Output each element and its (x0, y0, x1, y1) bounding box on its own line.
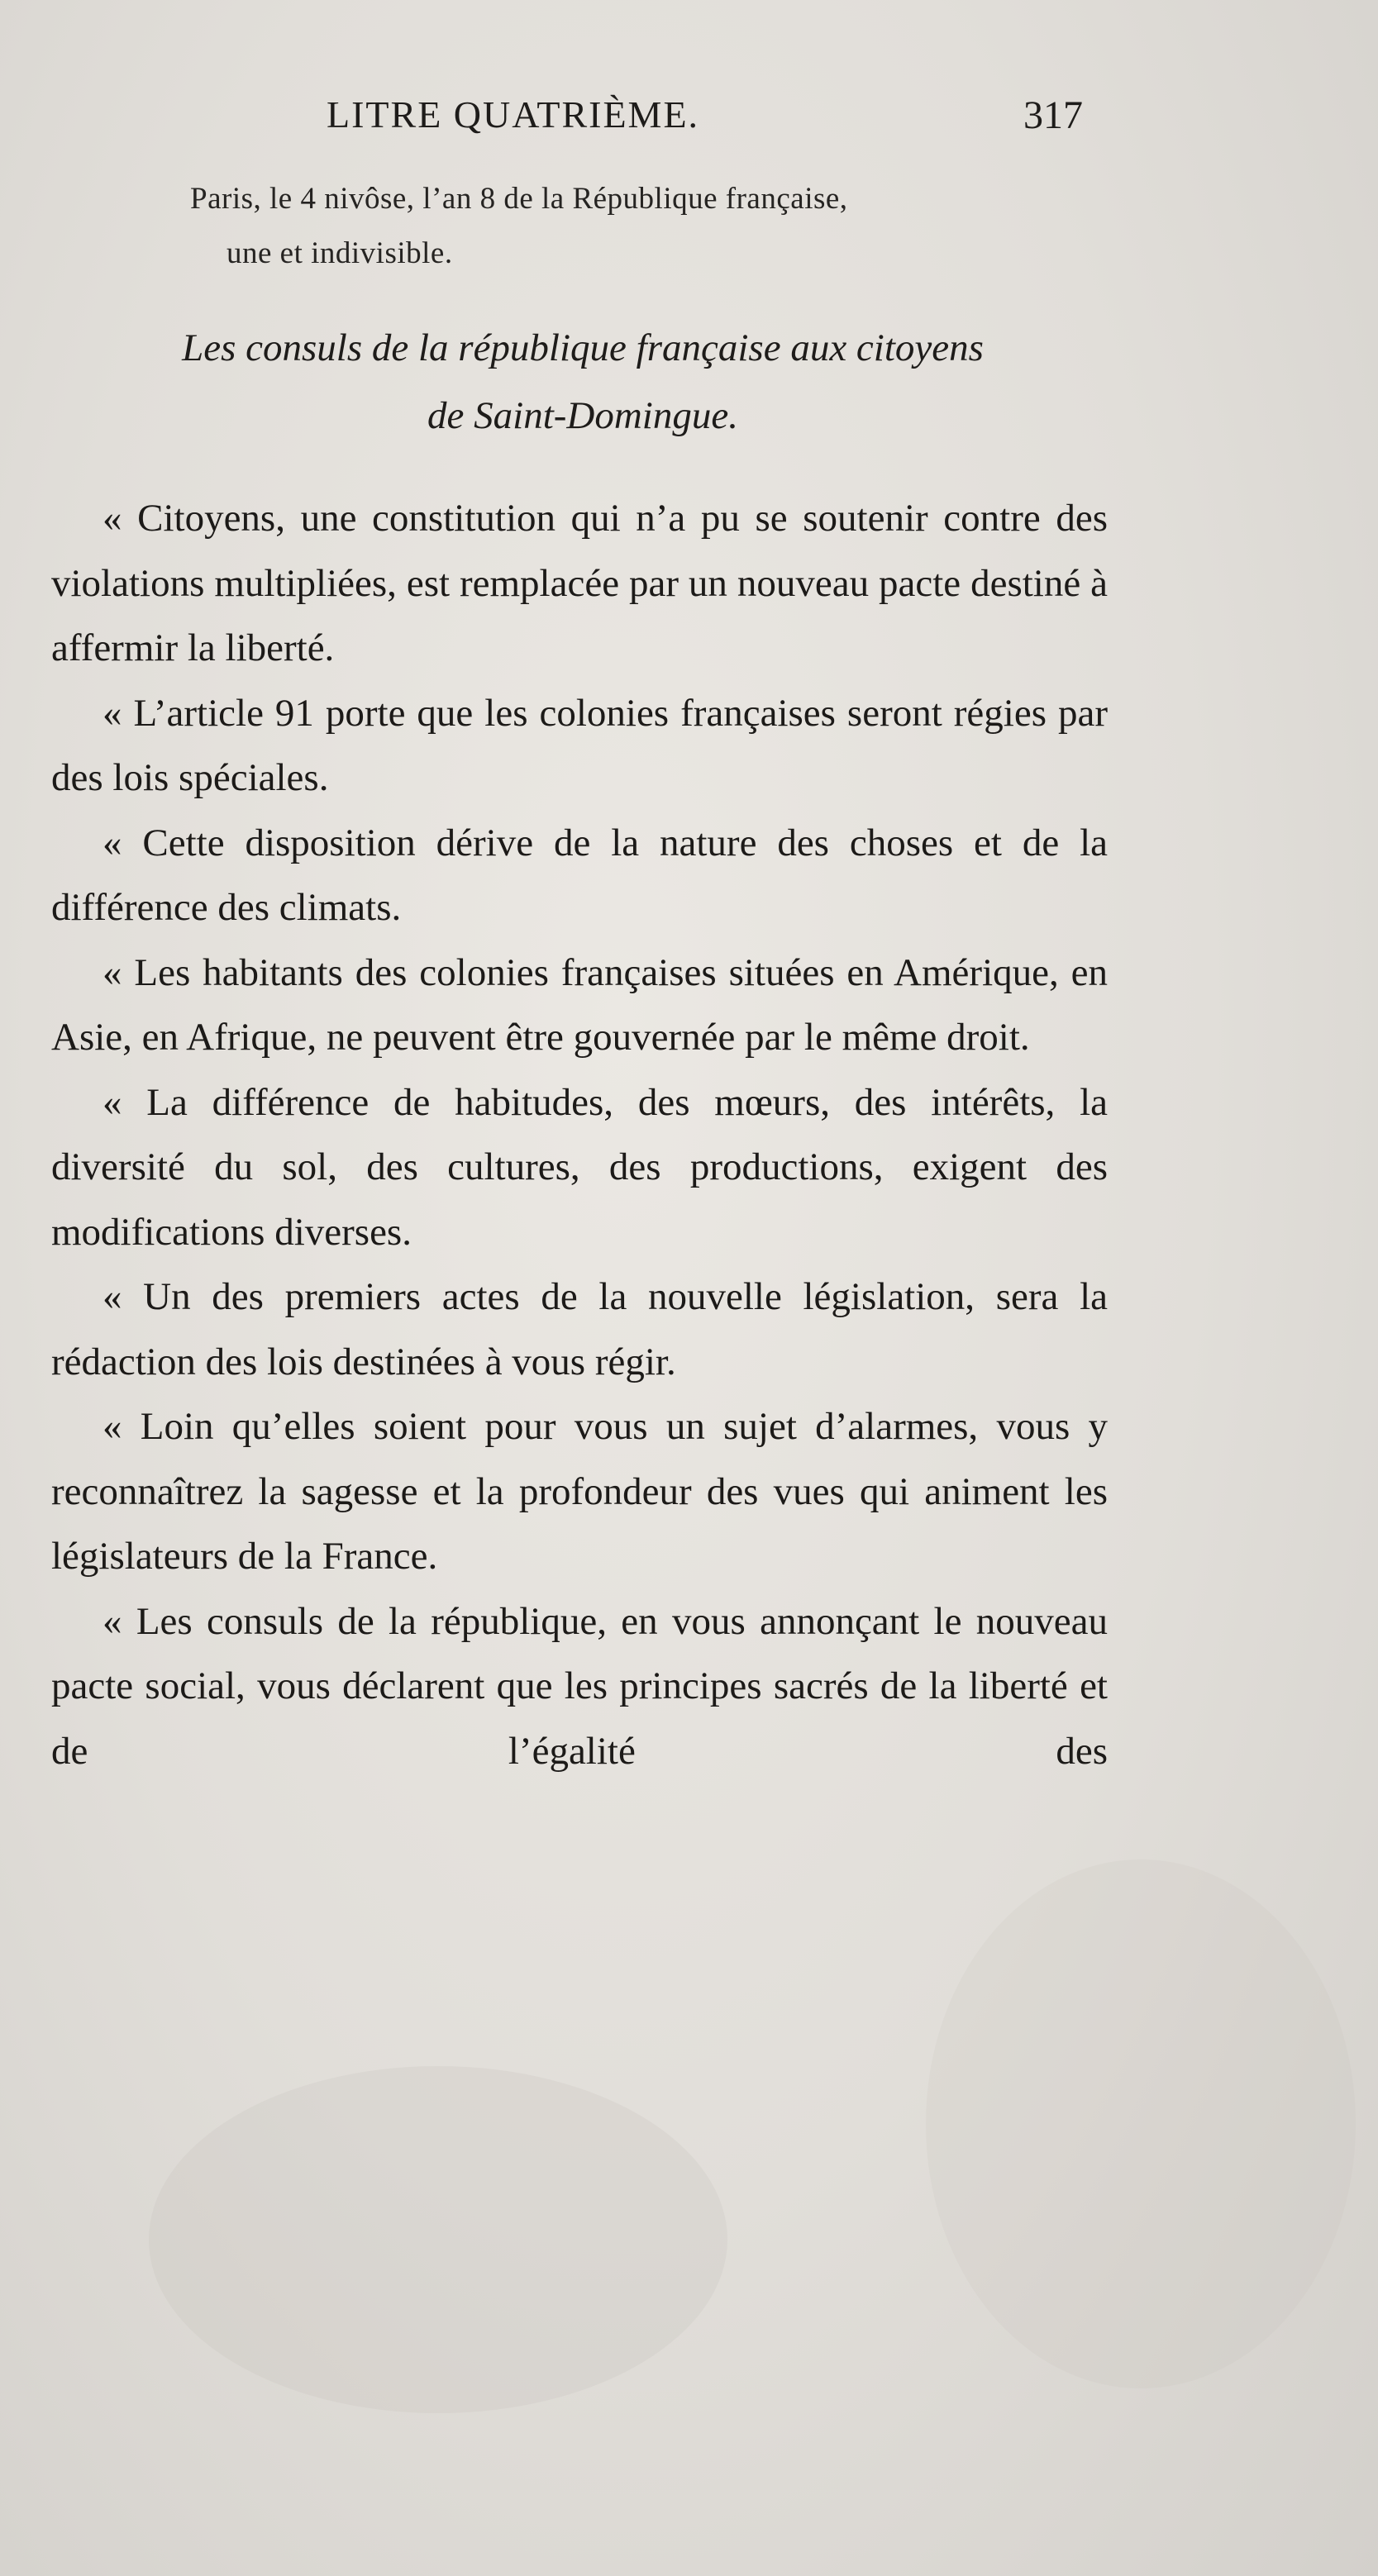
paper-stain (149, 2066, 727, 2413)
heading-line-1: Les consuls de la république française aux citoyens (182, 326, 984, 369)
paragraph: « L’article 91 porte que les colonies françaises seront régies par des lois spéciales. (51, 691, 1108, 799)
section-heading (50, 314, 1116, 450)
paragraph: « La différence de habitudes, des mœurs, des intérêts, la diversité du sol, des cultures, des productions, exigent des modifications diverses. (51, 1080, 1108, 1254)
paragraph: « Cette disposition dérive de la nature des choses et de la différence des climats. (51, 821, 1108, 929)
dateline-line-1: Paris, le 4 nivôse, l’an 8 de la République française, (190, 182, 848, 216)
paragraph: « Citoyens, une constitution qui n’a pu se soutenir contre des violations multipliées, est remplacée par un nouveau pacte destiné à affermir la liberté. (51, 497, 1108, 669)
heading-line-2: de Saint-Domingue. (427, 394, 738, 437)
paragraph: « Les habitants des colonies françaises situées en Amérique, en Asie, en Afrique, ne peuvent être gouvernée par le même droit. (51, 950, 1108, 1059)
page-number: 317 (1023, 93, 1083, 137)
body-text (51, 486, 1108, 1783)
dateline-line-2: une et indivisible. (226, 236, 453, 270)
running-head: LITRE QUATRIÈME. (327, 93, 700, 136)
dateline (190, 172, 1116, 281)
paper-stain (926, 1859, 1356, 2388)
paragraph: « Loin qu’elles soient pour vous un sujet d’alarmes, vous y reconnaîtrez la sagesse et la profondeur des vues qui animent les législateurs de la France. (51, 1405, 1108, 1578)
paragraph: « Les consuls de la république, en vous annonçant le nouveau pacte social, vous déclarent que les principes sacrés de la liberté et de l’égalité des (51, 1599, 1108, 1773)
paragraph: « Un des premiers actes de la nouvelle législation, sera la rédaction des lois destinées à vous régir. (51, 1275, 1108, 1383)
